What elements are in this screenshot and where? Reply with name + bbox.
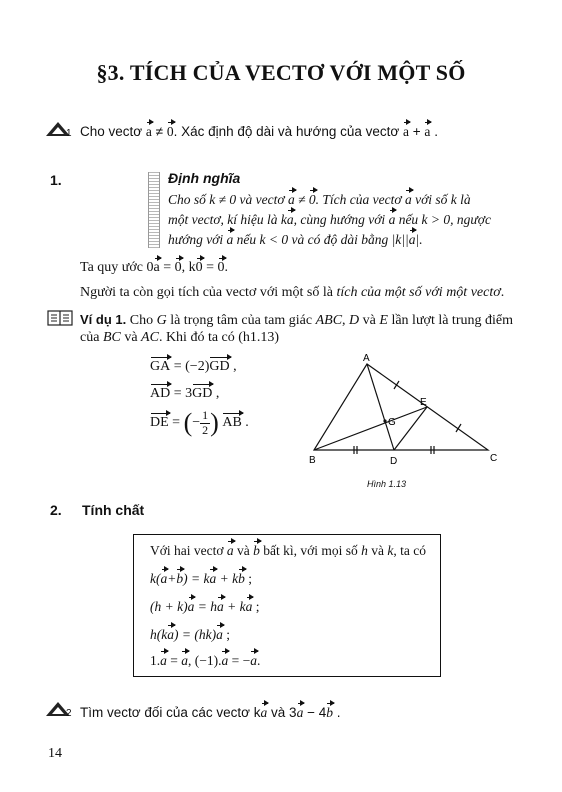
alias-text: Người ta còn gọi tích của vectơ với một số là tích của một số với một vectơ. bbox=[80, 285, 505, 300]
definition-heading: Định nghĩa bbox=[168, 170, 241, 186]
book-icon-wrap bbox=[46, 309, 74, 332]
definition-box bbox=[148, 172, 520, 246]
fraction-one-half: $\frac{1}{2}$ bbox=[202, 408, 209, 437]
label-d: D bbox=[390, 456, 398, 467]
label-b: B bbox=[309, 455, 316, 466]
point-g bbox=[383, 419, 386, 422]
convention-text: Ta quy ước 0a = 0, k0 = 0. bbox=[80, 260, 229, 275]
property-3: h(ka) = (hk)a ; bbox=[150, 627, 230, 642]
example-1-line-1: Ví dụ 1. Cho G là trọng tâm của tam giác ABC, D và E lần lượt là trung điểm bbox=[80, 312, 513, 328]
label-g: G bbox=[388, 417, 396, 428]
page-number: 14 bbox=[48, 746, 62, 761]
properties-intro: Với hai vectơ a và b bất kì, với mọi số h và k, ta có bbox=[150, 543, 427, 558]
section-1-number: 1. bbox=[50, 172, 62, 188]
property-1: k(a+b) = ka + kb ; bbox=[150, 571, 252, 586]
activity-1-text: Cho vectơ a ≠ 0. Xác định độ dài và hướng của vectơ a + a . bbox=[80, 124, 438, 139]
example-1-line-2: của BC và AC. Khi đó ta có (h1.13) bbox=[80, 330, 280, 345]
page-title: §3. TÍCH CỦA VECTƠ VỚI MỘT SỐ bbox=[96, 60, 466, 85]
book-icon bbox=[46, 309, 74, 327]
definition-line-1: Cho số k ≠ 0 và vectơ a ≠ 0. Tích của vectơ a với số k là bbox=[168, 192, 471, 207]
label-e: E bbox=[420, 397, 427, 408]
section-2-number: 2. bbox=[50, 502, 62, 518]
figure-caption: Hình 1.13 bbox=[367, 479, 407, 489]
label-c: C bbox=[490, 453, 498, 464]
example-1-eq-1: GA = (−2)GD , bbox=[150, 359, 237, 374]
definition-line-2: một vectơ, kí hiệu là ka, cùng hướng với a nếu k > 0, ngược bbox=[168, 212, 491, 227]
definition-stripe bbox=[148, 172, 160, 248]
example-1-eq-3: DE = (− $\frac{1}{2}$ ) AB . bbox=[150, 408, 249, 437]
section-2-heading: Tính chất bbox=[82, 502, 145, 518]
activity-1-number: 1 bbox=[66, 128, 72, 139]
activity-2-number: 2 bbox=[66, 708, 72, 719]
example-1-eq-2: AD = 3GD , bbox=[150, 386, 220, 401]
property-2: (h + k)a = ha + ka ; bbox=[150, 599, 260, 614]
label-a: A bbox=[363, 353, 370, 364]
median-ad bbox=[367, 364, 394, 450]
triangle-figure bbox=[300, 350, 500, 480]
properties-box bbox=[133, 534, 441, 677]
activity-2-text: Tìm vectơ đối của các vectơ ka và 3a − 4b . bbox=[80, 705, 341, 720]
definition-line-3: hướng với a nếu k < 0 và có độ dài bằng |k||a|. bbox=[168, 232, 423, 247]
property-4: 1.a = a, (−1).a = −a. bbox=[150, 653, 261, 668]
triangle-abc bbox=[314, 364, 488, 450]
